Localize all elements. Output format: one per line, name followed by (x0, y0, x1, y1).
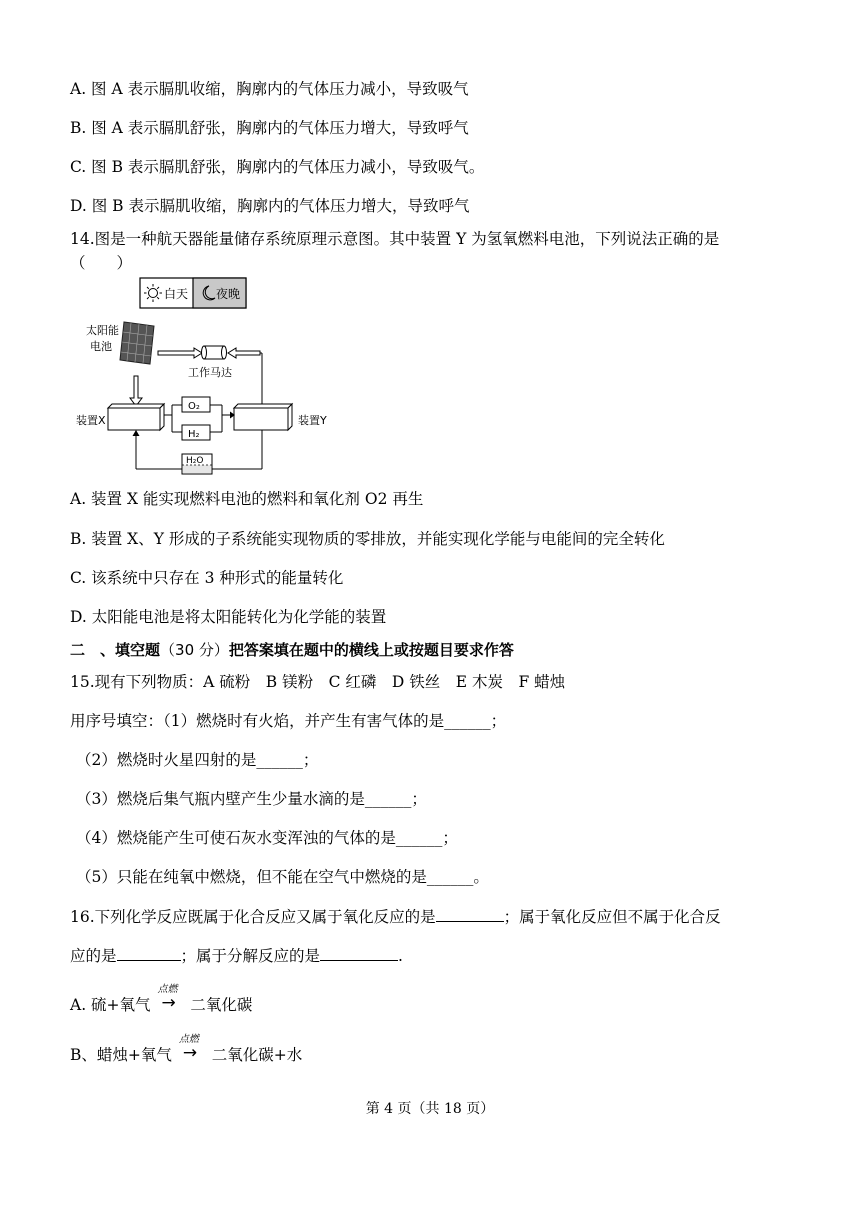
q13-option-b: B. 图 A 表示膈肌舒张，胸廓内的气体压力增大，导致呼气 (70, 119, 469, 137)
q16-text-2c: . (398, 947, 403, 965)
q16-option-a-left: A. 硫+氧气 (70, 996, 151, 1014)
section-heading (70, 639, 514, 661)
section-score: （30 分） (160, 641, 229, 659)
q16-text-2a: 应的是 (70, 947, 117, 965)
right-arrow-icon: → (182, 1043, 198, 1063)
reaction-arrow (177, 1034, 207, 1063)
arrow-into-x (133, 430, 140, 436)
q14-option-b: B. 装置 X、Y 形成的子系统能实现物质的零排放，并能实现化学能与电能间的完全转化 (70, 530, 665, 548)
q16-option-b-left: B、蜡烛+氧气 (70, 1046, 172, 1064)
q15-stem: 15.现有下列物质：A 硫粉 B 镁粉 C 红磷 D 铁丝 E 木炭 F 蜡烛 (70, 673, 566, 691)
h2-label: H₂ (188, 429, 200, 440)
motor-icon (202, 346, 227, 359)
reaction-condition: 点燃 (178, 1034, 199, 1045)
device-y-box (234, 404, 292, 430)
q16-line-2 (70, 944, 403, 967)
q14-option-d: D. 太阳能电池是将太阳能转化为化学能的装置 (70, 608, 387, 626)
q15-part-3: （3）燃烧后集气瓶内壁产生少量水滴的是______； (76, 790, 427, 808)
section-number: 二 、 (70, 641, 116, 659)
q13-option-a: A. 图 A 表示膈肌收缩，胸廓内的气体压力减小，导致吸气 (70, 80, 469, 98)
reaction-condition: 点燃 (157, 984, 178, 995)
device-x-box (108, 404, 164, 430)
device-y-label: 装置Y (298, 414, 327, 427)
solar-label-2: 电池 (90, 340, 112, 353)
q16-option-a (70, 984, 253, 1016)
q16-text-1a: 16.下列化学反应既属于化合反应又属于氧化反应的是 (70, 908, 436, 926)
h2o-label: H₂O (186, 456, 204, 466)
q16-blank-3[interactable] (320, 944, 398, 961)
q14-option-a: A. 装置 X 能实现燃料电池的燃料和氧化剂 O2 再生 (70, 490, 424, 508)
q16-text-1b: ；属于氧化反应但不属于化合反 (503, 908, 721, 926)
reaction-arrow (155, 984, 185, 1013)
night-label: 夜晚 (216, 287, 241, 301)
q15-part-4: （4）燃烧能产生可使石灰水变浑浊的气体的是______； (76, 829, 458, 847)
q16-option-b-right: 二氧化碳+水 (211, 1046, 303, 1064)
energy-storage-diagram (76, 276, 366, 476)
q13-option-c: C. 图 B 表示膈肌舒张，胸廓内的气体压力减小，导致吸气。 (70, 158, 485, 176)
device-x-label: 装置X (76, 414, 106, 427)
q15-part-2: （2）燃烧时火星四射的是______； (76, 751, 319, 769)
q15-part-5: （5）只能在纯氧中燃烧，但不能在空气中燃烧的是______。 (76, 868, 489, 886)
day-label: 白天 (164, 287, 189, 301)
page-footer: 第 4 页（共 18 页） (365, 1101, 495, 1117)
solar-panel-icon (120, 322, 154, 364)
arrow-to-motor (158, 348, 202, 358)
q14-stem: 14.图是一种航天器能量储存系统原理示意图。其中装置 Y 为氢氧燃料电池，下列说法正确的是 (70, 230, 720, 248)
arrow-from-y-to-motor (228, 348, 260, 358)
solar-label-1: 太阳能 (86, 324, 119, 337)
q16-option-b (70, 1034, 303, 1066)
q16-line-1 (70, 905, 721, 928)
section-title: 填空题 (115, 641, 161, 659)
q15-part-1: 用序号填空：（1）燃烧时有火焰，并产生有害气体的是______； (70, 712, 507, 730)
q14-option-c: C. 该系统中只存在 3 种形式的能量转化 (70, 569, 344, 587)
motor-label: 工作马达 (188, 366, 232, 379)
q14-answer-paren: （ ） (70, 254, 133, 272)
q16-option-a-right: 二氧化碳 (190, 996, 253, 1014)
o2-label: O₂ (188, 401, 200, 412)
arrow-solar-to-x (130, 376, 142, 406)
section-instruction: 把答案填在题中的横线上或按题目要求作答 (228, 641, 514, 659)
q16-text-2b: ；属于分解反应的是 (180, 947, 321, 965)
q16-blank-2[interactable] (117, 944, 181, 961)
right-arrow-icon: → (161, 993, 176, 1013)
q13-option-d: D. 图 B 表示膈肌收缩，胸廓内的气体压力增大，导致呼气 (70, 197, 470, 215)
q16-blank-1[interactable] (436, 905, 504, 922)
